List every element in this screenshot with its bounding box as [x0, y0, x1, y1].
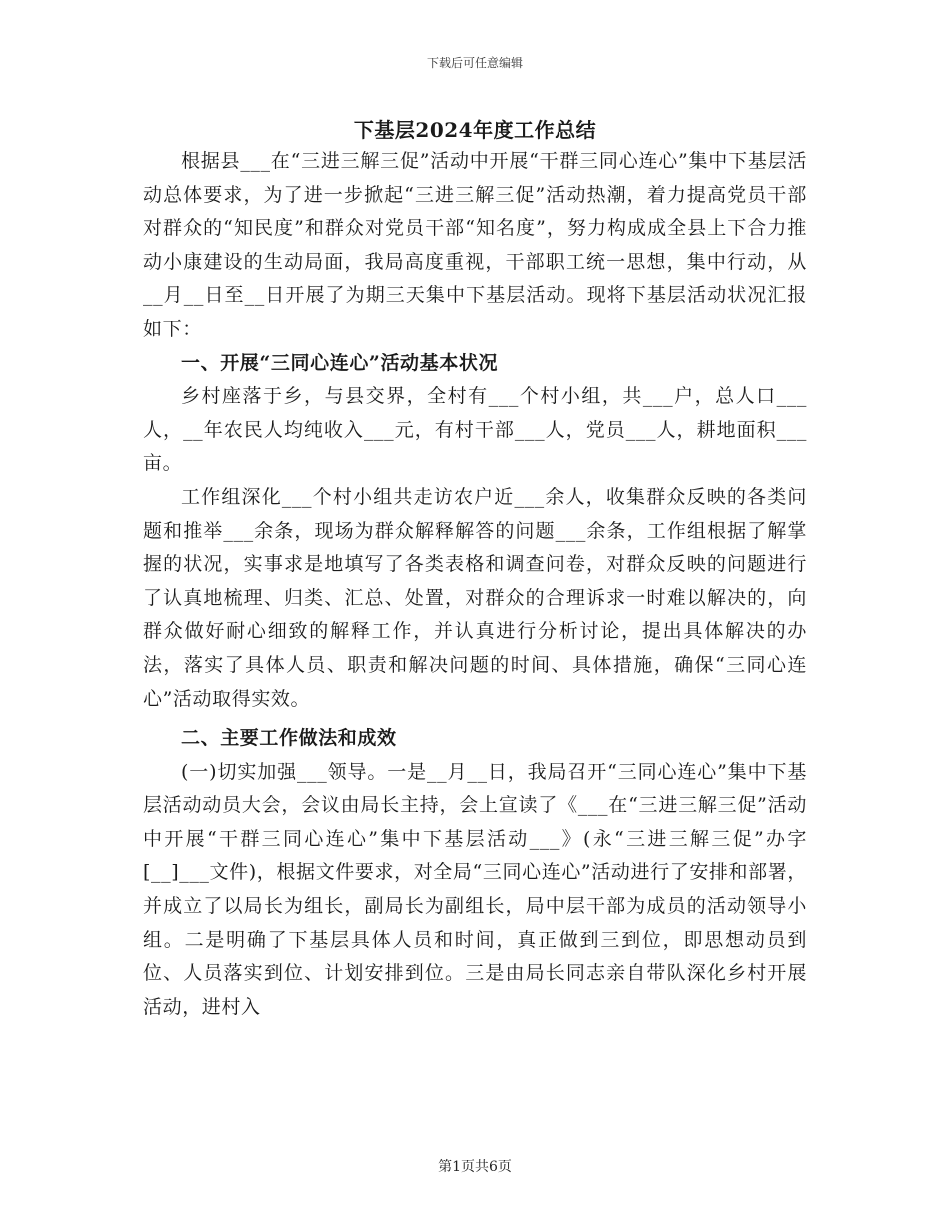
leadership-paragraph: (一)切实加强___领导。一是__月__日，我局召开“三同心连心”集中下基层活动动员大会，会议由局长主持，会上宣读了《___在“三进三解三促”活动中开展“干群三同心连心”集中下基层活动___》(永“三进三解三促”办字[__]___文件)，根据文件要求，对全局“三同心连心”活动进行了安排和部署，并成立了以局长为组长，副局长为副组长，局中层干部为成员的活动领导小组。二是明确了下基层具体人员和时间，真正做到三到位，即思想动员到位、人员落实到位、计划安排到位。三是由局长同志亲自带队深化乡村开展活动，进村入	[143, 760, 807, 1018]
document-body	[143, 145, 807, 1024]
page-footer: 第1页共6页	[438, 1159, 512, 1175]
section-heading-2: 二、主要工作做法和成效	[181, 727, 397, 750]
header-note: 下载后可任意编辑	[426, 56, 523, 70]
section-heading-1: 一、开展“三同心连心”活动基本状况	[181, 351, 499, 374]
intro-paragraph: 根据县___在“三进三解三促”活动中开展“干群三同心连心”集中下基层活动总体要求，为了进一步掀起“三进三解三促”活动热潮，着力提高党员干部对群众的“知民度”和群众对党员干部“知名度”，努力构成成全县上下合力推动小康建设的生动局面，我局高度重视，干部职工统一思想，集中行动，从__月__日至__日开展了为期三天集中下基层活动。现将下基层活动状况汇报如下：	[143, 150, 807, 340]
work-group-paragraph: 工作组深化___个村小组共走访农户近___余人，收集群众反映的各类问题和推举___余条，现场为群众解释解答的问题___余条，工作组根据了解掌握的状况，实事求是地填写了各类表格和调查问卷，对群众反映的问题进行了认真地梳理、归类、汇总、处置，对群众的合理诉求一时难以解决的，向群众做好耐心细致的解释工作，并认真进行分析讨论，提出具体解决的办法，落实了具体人员、职责和解决问题的时间、具体措施，确保“三同心连心”活动取得实效。	[143, 485, 807, 710]
village-overview-paragraph: 乡村座落于乡，与县交界，全村有___个村小组，共___户，总人口___人，__年农民人均纯收入___元，有村干部___人，党员___人，耕地面积___亩。	[143, 385, 807, 475]
document-title: 下基层2024年度工作总结	[353, 118, 597, 142]
